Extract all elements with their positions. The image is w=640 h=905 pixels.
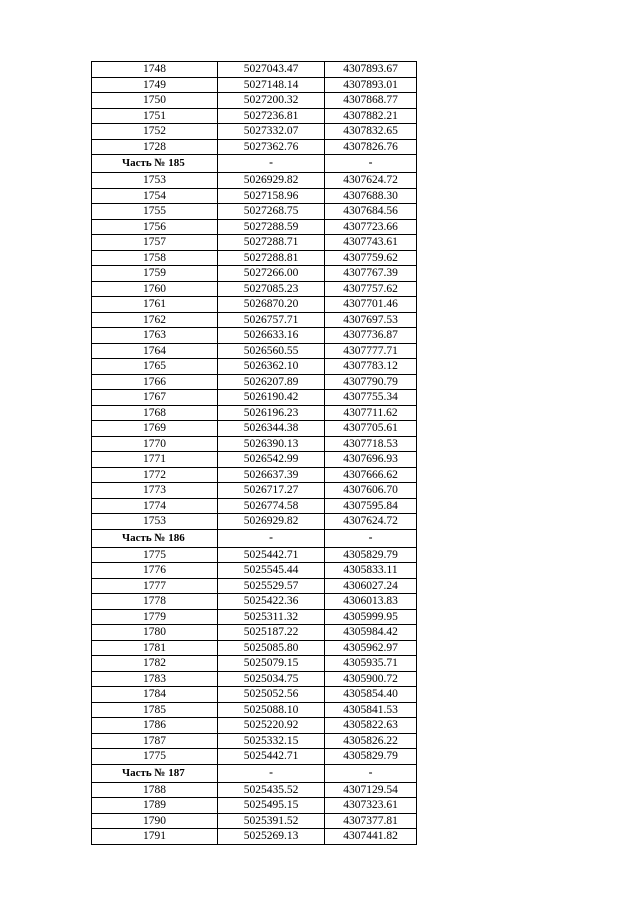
y-coordinate-cell: 4305841.53	[325, 702, 417, 718]
point-number-cell: 1755	[92, 204, 218, 220]
point-number-cell: 1789	[92, 798, 218, 814]
y-coordinate-cell: 4307743.61	[325, 235, 417, 251]
table-row	[92, 594, 417, 610]
x-coordinate-cell: 5025545.44	[218, 563, 325, 579]
section-header-row	[92, 155, 417, 173]
x-coordinate-cell: 5025079.15	[218, 656, 325, 672]
point-number-cell: 1791	[92, 829, 218, 845]
point-number-cell: 1754	[92, 188, 218, 204]
table-row	[92, 328, 417, 344]
y-coordinate-cell: 4306027.24	[325, 578, 417, 594]
point-number-cell: 1774	[92, 498, 218, 514]
x-coordinate-cell: 5027148.14	[218, 77, 325, 93]
y-coordinate-cell: 4307718.53	[325, 436, 417, 452]
table-row	[92, 782, 417, 798]
y-coordinate-cell: 4307377.81	[325, 813, 417, 829]
point-number-cell: 1761	[92, 297, 218, 313]
table-row	[92, 609, 417, 625]
x-coordinate-cell: 5027268.75	[218, 204, 325, 220]
table-row	[92, 219, 417, 235]
table-row	[92, 547, 417, 563]
y-coordinate-cell: 4307826.76	[325, 139, 417, 155]
table-row	[92, 139, 417, 155]
point-number-cell: 1780	[92, 625, 218, 641]
point-number-cell: 1787	[92, 733, 218, 749]
section-dash-cell: -	[325, 155, 417, 173]
x-coordinate-cell: 5026633.16	[218, 328, 325, 344]
table-row	[92, 640, 417, 656]
point-number-cell: 1775	[92, 749, 218, 765]
table-row	[92, 405, 417, 421]
y-coordinate-cell: 4305984.42	[325, 625, 417, 641]
table-row	[92, 390, 417, 406]
coordinates-table-body	[92, 62, 417, 845]
point-number-cell: 1758	[92, 250, 218, 266]
x-coordinate-cell: 5025085.80	[218, 640, 325, 656]
x-coordinate-cell: 5027288.81	[218, 250, 325, 266]
x-coordinate-cell: 5026929.82	[218, 173, 325, 189]
point-number-cell: 1783	[92, 671, 218, 687]
section-label: Часть № 187	[92, 764, 218, 782]
y-coordinate-cell: 4307595.84	[325, 498, 417, 514]
x-coordinate-cell: 5025442.71	[218, 749, 325, 765]
x-coordinate-cell: 5027332.07	[218, 124, 325, 140]
point-number-cell: 1753	[92, 173, 218, 189]
table-row	[92, 297, 417, 313]
x-coordinate-cell: 5025311.32	[218, 609, 325, 625]
x-coordinate-cell: 5026774.58	[218, 498, 325, 514]
y-coordinate-cell: 4307688.30	[325, 188, 417, 204]
section-dash-cell: -	[218, 155, 325, 173]
table-row	[92, 798, 417, 814]
x-coordinate-cell: 5027085.23	[218, 281, 325, 297]
point-number-cell: 1771	[92, 452, 218, 468]
point-number-cell: 1777	[92, 578, 218, 594]
x-coordinate-cell: 5027362.76	[218, 139, 325, 155]
x-coordinate-cell: 5026344.38	[218, 421, 325, 437]
point-number-cell: 1749	[92, 77, 218, 93]
coordinates-table	[91, 61, 417, 845]
y-coordinate-cell: 4307736.87	[325, 328, 417, 344]
table-row	[92, 483, 417, 499]
point-number-cell: 1773	[92, 483, 218, 499]
x-coordinate-cell: 5025391.52	[218, 813, 325, 829]
point-number-cell: 1752	[92, 124, 218, 140]
x-coordinate-cell: 5025269.13	[218, 829, 325, 845]
point-number-cell: 1770	[92, 436, 218, 452]
x-coordinate-cell: 5025422.36	[218, 594, 325, 610]
point-number-cell: 1776	[92, 563, 218, 579]
point-number-cell: 1759	[92, 266, 218, 282]
point-number-cell: 1765	[92, 359, 218, 375]
table-row	[92, 813, 417, 829]
point-number-cell: 1768	[92, 405, 218, 421]
x-coordinate-cell: 5026196.23	[218, 405, 325, 421]
x-coordinate-cell: 5025088.10	[218, 702, 325, 718]
point-number-cell: 1769	[92, 421, 218, 437]
point-number-cell: 1728	[92, 139, 218, 155]
y-coordinate-cell: 4306013.83	[325, 594, 417, 610]
y-coordinate-cell: 4305854.40	[325, 687, 417, 703]
table-row	[92, 498, 417, 514]
table-row	[92, 312, 417, 328]
x-coordinate-cell: 5027288.59	[218, 219, 325, 235]
y-coordinate-cell: 4307624.72	[325, 173, 417, 189]
x-coordinate-cell: 5027236.81	[218, 108, 325, 124]
table-row	[92, 625, 417, 641]
x-coordinate-cell: 5025332.15	[218, 733, 325, 749]
section-dash-cell: -	[218, 764, 325, 782]
point-number-cell: 1782	[92, 656, 218, 672]
table-row	[92, 514, 417, 530]
y-coordinate-cell: 4305822.63	[325, 718, 417, 734]
x-coordinate-cell: 5026757.71	[218, 312, 325, 328]
y-coordinate-cell: 4307767.39	[325, 266, 417, 282]
x-coordinate-cell: 5026560.55	[218, 343, 325, 359]
y-coordinate-cell: 4307697.53	[325, 312, 417, 328]
point-number-cell: 1760	[92, 281, 218, 297]
point-number-cell: 1784	[92, 687, 218, 703]
y-coordinate-cell: 4307684.56	[325, 204, 417, 220]
x-coordinate-cell: 5026717.27	[218, 483, 325, 499]
table-row	[92, 656, 417, 672]
table-row	[92, 62, 417, 78]
x-coordinate-cell: 5026207.89	[218, 374, 325, 390]
y-coordinate-cell: 4307701.46	[325, 297, 417, 313]
point-number-cell: 1756	[92, 219, 218, 235]
table-row	[92, 204, 417, 220]
section-header-row	[92, 764, 417, 782]
x-coordinate-cell: 5026362.10	[218, 359, 325, 375]
x-coordinate-cell: 5027200.32	[218, 93, 325, 109]
y-coordinate-cell: 4307790.79	[325, 374, 417, 390]
point-number-cell: 1781	[92, 640, 218, 656]
y-coordinate-cell: 4307783.12	[325, 359, 417, 375]
x-coordinate-cell: 5026929.82	[218, 514, 325, 530]
table-row	[92, 563, 417, 579]
table-row	[92, 173, 417, 189]
point-number-cell: 1778	[92, 594, 218, 610]
x-coordinate-cell: 5025220.92	[218, 718, 325, 734]
x-coordinate-cell: 5025187.22	[218, 625, 325, 641]
table-row	[92, 452, 417, 468]
x-coordinate-cell: 5025495.15	[218, 798, 325, 814]
y-coordinate-cell: 4307832.65	[325, 124, 417, 140]
point-number-cell: 1762	[92, 312, 218, 328]
y-coordinate-cell: 4307441.82	[325, 829, 417, 845]
table-row	[92, 124, 417, 140]
point-number-cell: 1751	[92, 108, 218, 124]
table-row	[92, 578, 417, 594]
y-coordinate-cell: 4305833.11	[325, 563, 417, 579]
section-label: Часть № 185	[92, 155, 218, 173]
point-number-cell: 1785	[92, 702, 218, 718]
x-coordinate-cell: 5027158.96	[218, 188, 325, 204]
table-row	[92, 687, 417, 703]
x-coordinate-cell: 5027043.47	[218, 62, 325, 78]
point-number-cell: 1750	[92, 93, 218, 109]
table-row	[92, 718, 417, 734]
y-coordinate-cell: 4307882.21	[325, 108, 417, 124]
table-row	[92, 702, 417, 718]
y-coordinate-cell: 4305935.71	[325, 656, 417, 672]
y-coordinate-cell: 4307755.34	[325, 390, 417, 406]
table-row	[92, 733, 417, 749]
y-coordinate-cell: 4307759.62	[325, 250, 417, 266]
y-coordinate-cell: 4307705.61	[325, 421, 417, 437]
table-row	[92, 281, 417, 297]
point-number-cell: 1790	[92, 813, 218, 829]
table-row	[92, 235, 417, 251]
section-dash-cell: -	[325, 529, 417, 547]
table-row	[92, 829, 417, 845]
y-coordinate-cell: 4307624.72	[325, 514, 417, 530]
table-row	[92, 266, 417, 282]
y-coordinate-cell: 4307129.54	[325, 782, 417, 798]
x-coordinate-cell: 5025435.52	[218, 782, 325, 798]
y-coordinate-cell: 4305962.97	[325, 640, 417, 656]
table-row	[92, 93, 417, 109]
section-label: Часть № 186	[92, 529, 218, 547]
x-coordinate-cell: 5026190.42	[218, 390, 325, 406]
table-row	[92, 359, 417, 375]
point-number-cell: 1763	[92, 328, 218, 344]
y-coordinate-cell: 4305900.72	[325, 671, 417, 687]
table-row	[92, 188, 417, 204]
y-coordinate-cell: 4307606.70	[325, 483, 417, 499]
point-number-cell: 1786	[92, 718, 218, 734]
table-row	[92, 749, 417, 765]
y-coordinate-cell: 4307777.71	[325, 343, 417, 359]
table-row	[92, 467, 417, 483]
table-row	[92, 436, 417, 452]
x-coordinate-cell: 5026870.20	[218, 297, 325, 313]
y-coordinate-cell: 4307868.77	[325, 93, 417, 109]
x-coordinate-cell: 5025529.57	[218, 578, 325, 594]
table-row	[92, 374, 417, 390]
y-coordinate-cell: 4307893.01	[325, 77, 417, 93]
point-number-cell: 1757	[92, 235, 218, 251]
point-number-cell: 1779	[92, 609, 218, 625]
y-coordinate-cell: 4307711.62	[325, 405, 417, 421]
point-number-cell: 1753	[92, 514, 218, 530]
y-coordinate-cell: 4307723.66	[325, 219, 417, 235]
y-coordinate-cell: 4307757.62	[325, 281, 417, 297]
section-dash-cell: -	[218, 529, 325, 547]
table-row	[92, 421, 417, 437]
y-coordinate-cell: 4305829.79	[325, 547, 417, 563]
x-coordinate-cell: 5025052.56	[218, 687, 325, 703]
table-row	[92, 250, 417, 266]
section-header-row	[92, 529, 417, 547]
y-coordinate-cell: 4307666.62	[325, 467, 417, 483]
section-dash-cell: -	[325, 764, 417, 782]
x-coordinate-cell: 5027288.71	[218, 235, 325, 251]
y-coordinate-cell: 4307696.93	[325, 452, 417, 468]
y-coordinate-cell: 4305826.22	[325, 733, 417, 749]
x-coordinate-cell: 5026390.13	[218, 436, 325, 452]
point-number-cell: 1748	[92, 62, 218, 78]
y-coordinate-cell: 4305829.79	[325, 749, 417, 765]
y-coordinate-cell: 4307893.67	[325, 62, 417, 78]
point-number-cell: 1764	[92, 343, 218, 359]
point-number-cell: 1766	[92, 374, 218, 390]
point-number-cell: 1772	[92, 467, 218, 483]
table-row	[92, 108, 417, 124]
point-number-cell: 1775	[92, 547, 218, 563]
point-number-cell: 1767	[92, 390, 218, 406]
x-coordinate-cell: 5027266.00	[218, 266, 325, 282]
table-row	[92, 671, 417, 687]
y-coordinate-cell: 4305999.95	[325, 609, 417, 625]
point-number-cell: 1788	[92, 782, 218, 798]
table-row	[92, 343, 417, 359]
x-coordinate-cell: 5026637.39	[218, 467, 325, 483]
table-row	[92, 77, 417, 93]
x-coordinate-cell: 5026542.99	[218, 452, 325, 468]
x-coordinate-cell: 5025442.71	[218, 547, 325, 563]
x-coordinate-cell: 5025034.75	[218, 671, 325, 687]
y-coordinate-cell: 4307323.61	[325, 798, 417, 814]
